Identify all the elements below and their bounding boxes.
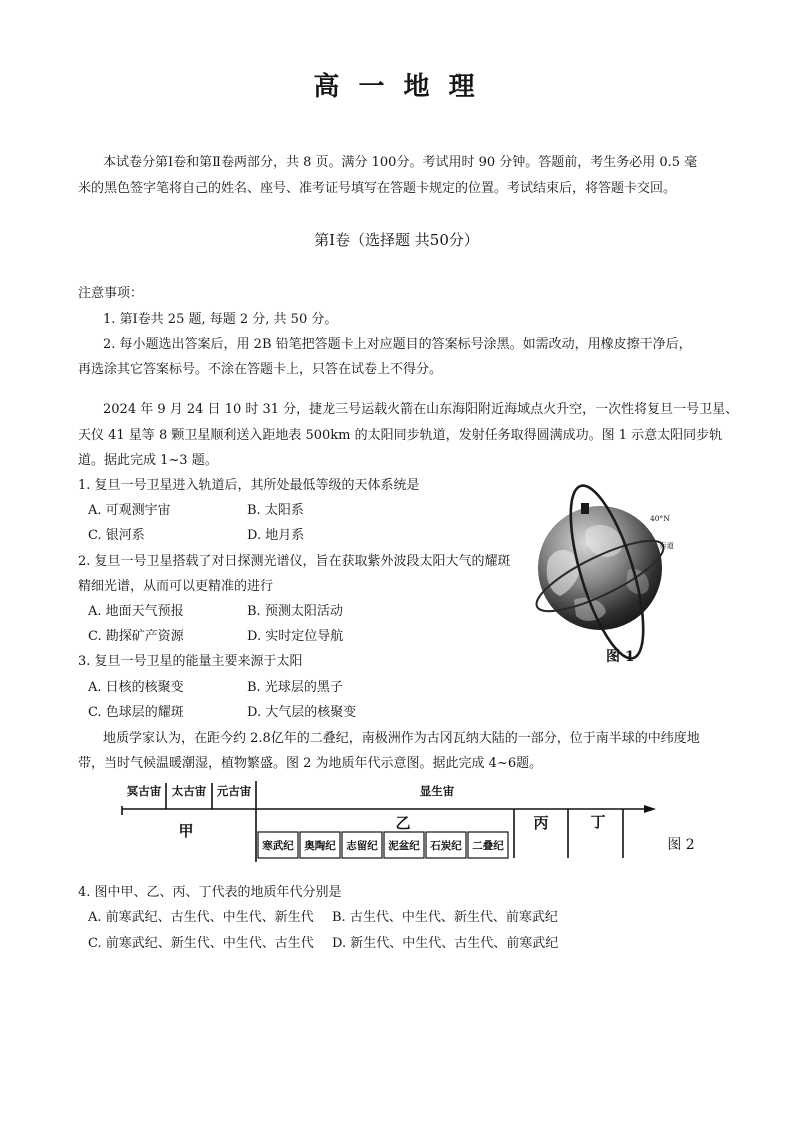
option-b: B. 古生代、中生代、新生代、前寒武纪	[332, 910, 558, 925]
era-label: 甲	[178, 822, 194, 840]
passage-line: 2024 年 9 月 24 日 10 时 31 分，捷龙三号运载火箭在山东海阳附近海域点火升空，一次性将复旦一号卫星、	[103, 402, 739, 417]
option-b: B. 太阳系	[247, 503, 304, 518]
option-a: A. 日核的核聚变	[88, 680, 184, 695]
passage-line: 带，当时气候温暖潮湿，植物繁盛。图 2 为地质年代示意图。据此完成 4~6题。	[78, 756, 543, 771]
eon-label: 太古宙	[171, 784, 207, 798]
eon-label: 显生宙	[419, 784, 455, 798]
option-c: C. 色球层的耀斑	[88, 705, 184, 720]
period-box	[426, 832, 466, 858]
passage-line: 地质学家认为，在距今约 2.8亿年的二叠纪，南极洲作为古冈瓦纳大陆的一部分，位于南半球的中纬度地	[103, 731, 700, 746]
period-box	[342, 832, 382, 858]
period-label: 志留纪	[346, 840, 378, 852]
period-label: 奥陶纪	[304, 840, 336, 852]
question-stem: 精细光谱，从而可以更精准的进行	[78, 579, 274, 594]
period-box	[300, 832, 340, 858]
question-stem: 4. 图中甲、乙、丙、丁代表的地质年代分别是	[78, 885, 342, 900]
era-label: 乙	[395, 814, 411, 832]
option-d: D. 实时定位导航	[247, 629, 344, 644]
option-c: C. 前寒武纪、新生代、中生代、古生代	[88, 936, 314, 951]
period-label: 泥盆纪	[388, 840, 420, 852]
globe-figure	[528, 478, 678, 648]
period-label: 二叠纪	[472, 840, 504, 852]
option-d: D. 大气层的核聚变	[247, 705, 357, 720]
question-stem: 3. 复旦一号卫星的能量主要来源于太阳	[78, 654, 303, 669]
question-stem: 2. 复旦一号卫星搭载了对日探测光谱仪，旨在获取紫外波段太阳大气的耀斑	[78, 554, 511, 569]
notes-line: 1. 第Ⅰ卷共 25 题, 每题 2 分, 共 50 分。	[103, 312, 338, 327]
option-c: C. 银河系	[88, 528, 145, 543]
option-b: B. 光球层的黑子	[247, 680, 343, 695]
figure-caption: 图 1	[606, 649, 635, 665]
equator-label: 赤道	[659, 541, 674, 550]
option-c: C. 勘探矿产资源	[88, 629, 184, 644]
notes-heading: 注意事项：	[78, 286, 144, 301]
period-box	[384, 832, 424, 858]
notes-line: 再选涂其它答案标号。不涂在答题卡上，只答在试卷上不得分。	[78, 362, 443, 377]
option-a: A. 地面天气预报	[88, 604, 184, 619]
page-title: 高 一 地 理	[313, 72, 480, 102]
intro-line: 米的黑色签字笔将自己的姓名、座号、准考证号填写在答题卡规定的位置。考试结束后，将答题卡交回。	[78, 181, 677, 196]
option-d: D. 地月系	[247, 528, 305, 543]
intro-line: 本试卷分第Ⅰ卷和第Ⅱ卷两部分，共 8 页。满分 100分。考试用时 90 分钟。答题前，考生务必用 0.5 毫	[103, 155, 698, 170]
satellite-icon	[581, 503, 589, 514]
option-d: D. 新生代、中生代、古生代、前寒武纪	[332, 936, 559, 951]
arrow-head	[644, 805, 656, 813]
section-title: 第Ⅰ卷（选择题 共50分）	[314, 231, 479, 249]
question-stem: 1. 复旦一号卫星进入轨道后，其所处最低等级的天体系统是	[78, 478, 420, 493]
period-box	[258, 832, 298, 858]
passage-line: 天仪 41 星等 8 颗卫星顺利送入距地表 500km 的太阳同步轨道，发射任务取得圆满成功。图 1 示意太阳同步轨	[78, 428, 723, 443]
latitude-label: 40°N	[650, 514, 670, 523]
eon-label: 冥古宙	[126, 784, 162, 798]
eon-label: 元古宙	[216, 784, 252, 798]
figure-caption: 图 2	[667, 837, 695, 853]
timeline-figure	[110, 776, 710, 868]
notes-line: 2. 每小题选出答案后，用 2B 铅笔把答题卡上对应题目的答案标号涂黑。如需改动，用橡皮擦干净后，	[103, 337, 692, 352]
era-label: 丙	[533, 814, 549, 832]
option-a: A. 可观测宇宙	[88, 503, 171, 518]
period-box	[468, 832, 508, 858]
period-label: 石炭纪	[430, 840, 462, 852]
era-label: 丁	[590, 813, 606, 831]
passage-line: 道。据此完成 1~3 题。	[78, 453, 218, 468]
option-b: B. 预测太阳活动	[247, 604, 343, 619]
option-a: A. 前寒武纪、古生代、中生代、新生代	[88, 910, 314, 925]
period-label: 寒武纪	[262, 840, 294, 852]
